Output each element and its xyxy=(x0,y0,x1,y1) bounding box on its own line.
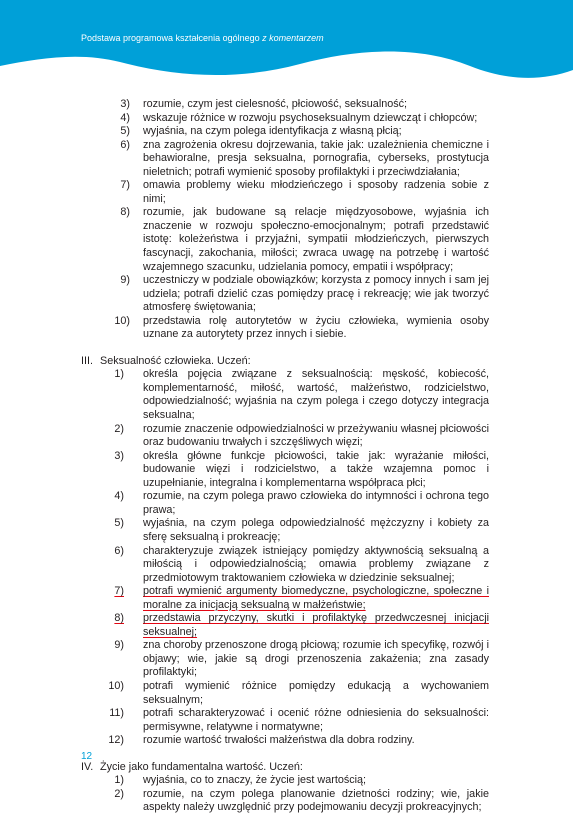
list-item xyxy=(0,112,573,126)
list-item-number: 8) xyxy=(120,206,130,219)
list-item-number: 4) xyxy=(114,490,124,503)
list-item-number: 6) xyxy=(114,544,124,557)
list-item xyxy=(0,774,573,788)
list-item xyxy=(0,315,573,342)
list-item xyxy=(0,734,573,748)
list-item xyxy=(0,639,573,680)
header-wave-band xyxy=(0,0,573,95)
section-heading-iii xyxy=(0,355,573,369)
list-item-number: 2) xyxy=(114,422,124,435)
section-heading-iv xyxy=(0,761,573,775)
list-item-underlined xyxy=(0,585,573,612)
list-item-text: wyjaśnia, co to znaczy, że życie jest wartością; xyxy=(143,774,367,787)
list-item xyxy=(0,450,573,491)
list-item-text: charakteryzuje związek istniejący pomiędzy aktywnością seksualną a miłością i odpowiedzialnością; omawia problemy związane z przedmiotowym traktowaniem człowieka w dziedzinie seksualnej; xyxy=(143,544,489,584)
list-item xyxy=(0,98,573,112)
list-item-number: 9) xyxy=(120,274,130,287)
list-item-underlined xyxy=(0,612,573,639)
list-item-number: 8) xyxy=(114,612,124,625)
list-item-number: 12) xyxy=(108,734,124,747)
list-item xyxy=(0,517,573,544)
list-item-number: 5) xyxy=(114,517,124,530)
list-item xyxy=(0,125,573,139)
section-title: Seksualność człowieka. Uczeń: xyxy=(100,354,251,367)
list-item-text: rozumie, czym jest cielesność, płciowość, seksualność; xyxy=(143,98,408,110)
list-item-text-underlined: potrafi wymienić argumenty biomedyczne, psychologiczne, społeczne i moralne za inicjacją seksualną w małżeństwie; xyxy=(143,585,489,611)
list-item-number: 1) xyxy=(114,368,124,381)
list-item-text: omawia problemy wieku młodzieńczego i sposoby radzenia sobie z nimi; xyxy=(143,179,489,205)
header-title-prefix: Podstawa programowa kształcenia ogólnego xyxy=(81,33,260,43)
list-item-number: 1) xyxy=(114,774,124,787)
section-title: Życie jako fundamentalna wartość. Uczeń: xyxy=(100,760,303,773)
document-body xyxy=(0,98,573,815)
list-item xyxy=(0,274,573,315)
list-item-text-underlined: przedstawia przyczyny, skutki i profilaktykę przedwczesnej inicjacji seksualnej; xyxy=(143,612,489,638)
list-item-number: 3) xyxy=(114,449,124,462)
list-item-text: wyjaśnia, na czym polega identyfikacja z własną płcią; xyxy=(143,125,402,138)
header-title-italic: komentarzem xyxy=(269,33,324,43)
list-item xyxy=(0,368,573,422)
header-title xyxy=(81,33,324,43)
list-item xyxy=(0,423,573,450)
list-item-number: 5) xyxy=(120,125,130,138)
section-roman-numeral: III. xyxy=(81,354,93,367)
list-item xyxy=(0,206,573,274)
list-item-number: 7) xyxy=(114,585,124,598)
list-item-text: rozumie, jak budowane są relacje międzyosobowe, wyjaśnia ich znaczenie w rozwoju społeczno-emocjonalnym; potrafi przedstawić istotę: koleżeństwa i przyjaźni, sympatii młodzieńczych, pierwszych fascynacji, zakochania, miłości; zwraca uwagę na potrzebę i wartość wzajemnego szacunku, udzielania pomocy, empatii i współpracy; xyxy=(143,206,489,273)
list-item xyxy=(0,490,573,517)
list-item-text: określa pojęcia związane z seksualnością: męskość, kobiecość, komplementarność, miłość, wartość, małżeństwo, rodzicielstwo, odpowiedzialność; wyjaśnia na czym polega i czego dotyczy integracja seksualna; xyxy=(143,368,489,422)
list-item xyxy=(0,545,573,586)
list-item-text: potrafi wymienić różnice pomiędzy edukacją a wychowaniem seksualnym; xyxy=(143,679,489,706)
list-item xyxy=(0,788,573,815)
list-item-text: zna choroby przenoszone drogą płciową; rozumie ich specyfikę, rozwój i objawy; wie, jakie są drogi przenoszenia zakażenia; zna zasady profilaktyki; xyxy=(143,639,489,679)
list-item-text: określa główne funkcje płciowości, takie jak: wyrażanie miłości, budowanie więzi i rodzicielstwo, a także wzajemna pomoc i uzupełnianie, integralna i komplementarna współpraca płci; xyxy=(143,449,489,489)
section-roman-numeral: IV. xyxy=(81,760,94,773)
list-item-text: rozumie wartość trwałości małżeństwa dla dobra rodziny. xyxy=(143,734,415,747)
list-item xyxy=(0,139,573,180)
list-item-text: zna zagrożenia okresu dojrzewania, takie jak: uzależnienia chemiczne i behawioralne, presja seksualna, pornografia, cyberseks, prostytucja nieletnich; potrafi wymienić sposoby profilaktyki i przeciwdziałania; xyxy=(143,138,489,178)
list-item-number: 9) xyxy=(114,639,124,652)
list-item-number: 7) xyxy=(120,179,130,192)
list-item xyxy=(0,179,573,206)
list-item-number: 4) xyxy=(120,111,130,124)
list-item xyxy=(0,680,573,707)
header-title-connector: z xyxy=(262,33,267,43)
list-item xyxy=(0,707,573,734)
list-item-number: 10) xyxy=(108,679,124,692)
list-item-text: przedstawia rolę autorytetów w życiu człowieka, wymienia osoby uznane za autorytety przez innych i siebie. xyxy=(143,314,489,341)
list-item-text: rozumie znaczenie odpowiedzialności w przeżywaniu własnej płciowości oraz budowaniu trwałych i szczęśliwych więzi; xyxy=(143,422,489,449)
list-item-text: wskazuje różnice w rozwoju psychoseksualnym dziewcząt i chłopców; xyxy=(143,111,478,124)
list-item-number: 11) xyxy=(109,707,124,720)
list-item-number: 6) xyxy=(120,138,130,151)
list-item-number: 2) xyxy=(114,787,124,800)
list-item-number: 3) xyxy=(120,98,130,110)
list-item-text: potrafi scharakteryzować i ocenić różne odniesienia do seksualności: permisywne, relatywne i normatywne; xyxy=(143,707,489,733)
page-number: 12 xyxy=(81,751,93,762)
list-item-number: 10) xyxy=(114,314,130,327)
list-item-text: uczestniczy w podziale obowiązków; korzysta z pomocy innych i sam jej udziela; potrafi dzielić czas pomiędzy pracę i rekreację; wie jak tworzyć atmosferę świętowania; xyxy=(143,274,489,314)
page-header xyxy=(0,0,573,95)
list-item-text: wyjaśnia, na czym polega odpowiedzialność mężczyzny i kobiety za sferę seksualną i prokreację; xyxy=(143,517,489,543)
list-item-text: rozumie, na czym polega planowanie dzietności rodziny; wie, jakie aspekty należy uwzględnić przy podejmowaniu decyzji prokreacyjnych; xyxy=(143,787,489,814)
list-item-text: rozumie, na czym polega prawo człowieka do intymności i ochrona tego prawa; xyxy=(143,490,489,516)
